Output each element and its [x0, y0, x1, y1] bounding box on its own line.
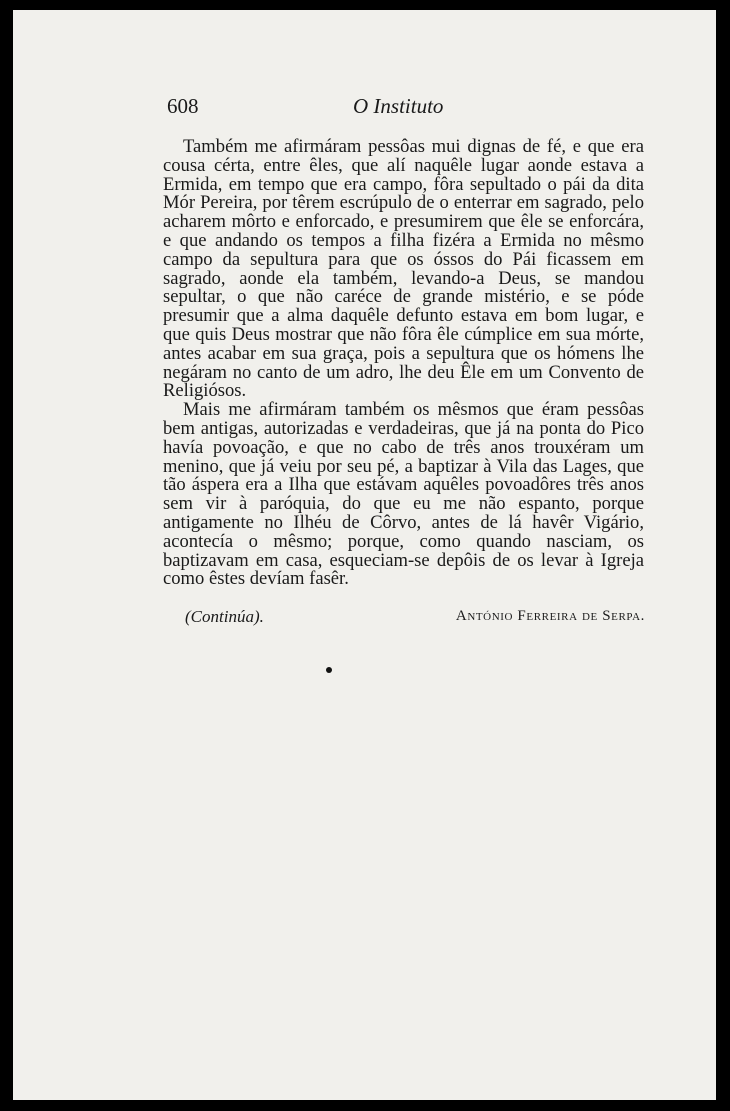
ink-dot: [326, 667, 332, 673]
paragraph-2: Mais me afirmáram também os mêsmos que éram pessôas bem antigas, autorizadas e verdadeiras, que já na ponta do Pico havía povoação, e que no cabo de três anos trouxéram um menino, que já veiu por seu pé, a baptizar à Vila das Lages, que tão áspera era a Ilha que estávam aquêles povoadôres três anos sem vir à paróquia, do que eu me não espanto, porque antigamente no Ilhéu de Côrvo, antes de lá havêr Vigário, acontecía o mêsmo; porque, como quando nasciam, os baptizavam em casa, esqueciam-se depôis de os levar à Igreja como êstes devíam fasêr.: [163, 399, 644, 590]
document-page: [13, 10, 716, 1100]
page-number: 608: [167, 94, 199, 118]
page-header: [167, 94, 637, 124]
body-text: [163, 138, 644, 589]
running-title: O Instituto: [353, 94, 444, 118]
author-signature: António Ferreira de Serpa.: [455, 608, 645, 624]
page-footer: [185, 607, 645, 631]
continua-note: (Continúa).: [185, 607, 264, 626]
paragraph-1: Também me afirmáram pessôas mui dignas de fé, e que era cousa cérta, entre êles, que alí naquêle lugar aonde estava a Ermida, em tempo que era campo, fôra sepultado o pái da dita Mór Pereira, por têrem escrúpulo de o enterrar em sagrado, pelo acharem môrto e enforcado, e presumirem que êle se enforcára, e que andando os tempos a filha fizéra a Ermida no mêsmo campo da sepultura para que os óssos do Pái ficassem em sagrado, aonde ela também, levando-a Deus, se mandou sepultar, o que não caréce de grande mistério, e se póde presumir que a alma daquêle defunto estava em bom lugar, e que quis Deus mostrar que não fôra êle cúmplice em sua mórte, antes acabar em sua graça, pois a sepultura que os hómens lhe negáram no canto de um adro, lhe deu Êle em um Convento de Religiósos.: [163, 136, 644, 402]
